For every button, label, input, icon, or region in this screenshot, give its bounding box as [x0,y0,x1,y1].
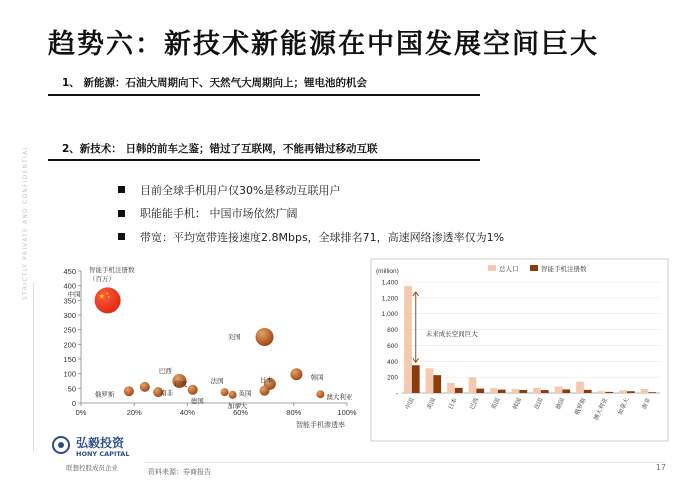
footer-divider [145,462,665,463]
x-tick-label: 20% [126,408,142,417]
logo-subtitle: 联想控股成员企业 [66,464,118,472]
x-tick-label: 英国 [490,396,502,411]
bar-total-population [512,389,520,393]
x-tick-label: 南非 [640,396,653,411]
point-label: 日本 [259,375,273,384]
bar-total-population [490,388,498,393]
logo-en: HONY CAPITAL [76,450,130,458]
square-bullet-icon [118,210,125,217]
data-point [256,328,274,346]
side-divider [33,282,34,452]
x-tick-label: 韩国 [511,396,524,411]
y-tick-label: 1,400 [381,279,398,287]
bar-total-population [426,368,434,393]
company-logo [52,434,162,474]
y-tick-label: 1,200 [381,295,398,303]
logo-cn: 弘毅投资 [76,436,125,450]
y-tick-label: - [395,390,398,398]
bar-total-population [641,389,649,393]
data-point [140,382,150,392]
chart-annotation: 未来成长空间巨大 [425,329,478,338]
point-label: 巴西 [158,366,172,375]
x-tick-label: 100% [337,408,357,417]
bar-smartphone-registered [627,391,635,393]
point-label: 德国 [190,396,204,405]
slide-title: 趋势六：新技术新能源在中国发展空间巨大 [48,29,599,60]
x-tick-label: 加拿大 [616,396,631,417]
point-label: 澳大利亚 [326,393,353,402]
x-tick-label: 法国 [533,396,545,411]
y-tick-label: 100 [63,369,76,379]
bar-total-population [469,378,477,393]
y-tick-label: 150 [63,355,76,364]
y-tick-label: 250 [63,325,76,335]
x-tick-label: 中国 [404,396,416,411]
section-divider [48,94,480,96]
legend-label: 总人口 [499,265,519,273]
flag-star-icon: ★ [107,294,111,299]
bar-total-population [404,286,412,393]
point-label: 英国 [238,389,252,398]
bar-smartphone-registered [605,392,613,393]
legend-swatch [488,265,496,271]
x-tick-label: 60% [233,408,249,417]
data-point [221,388,229,396]
bar-smartphone-registered [433,375,441,393]
source-note: 资料来源：券商报告 [148,468,211,476]
y-tick-label: 200 [63,340,76,350]
bar-smartphone-registered [584,390,592,393]
x-tick-label: 40% [179,408,195,417]
bullet-text: 职能能手机： 中国市场依然广阔 [140,207,298,221]
bar-smartphone-registered [541,390,549,393]
section-new-technology: 2、新技术： 日韩的前车之鉴；错过了互联网，不能再错过移动互联 [62,143,378,155]
flag-star-icon: ★ [105,291,109,296]
point-label: 韩国 [310,373,324,382]
bar-smartphone-registered [476,389,484,393]
bullet-list [118,178,504,249]
bullet-text: 带宽：平均宽带连接速度2.8Mbps，全球排名71，高速网络渗透率仅为1% [140,230,505,244]
point-label: 法国 [210,377,224,386]
data-point [260,386,270,396]
data-point [316,390,324,398]
y-tick-label: 300 [63,311,76,320]
legend-swatch [530,265,538,271]
data-point [124,386,134,396]
y-tick-label: 400 [63,281,76,291]
x-tick-label: 日本 [447,396,459,411]
x-tick-label: 80% [286,408,302,417]
x-tick-label: 澳大利亚 [592,396,610,422]
x-axis-label: 智能手机渗透率 [296,421,345,429]
x-tick-label: 0% [75,408,87,417]
bar-smartphone-registered [519,390,527,393]
square-bullet-icon [118,233,125,240]
bullet-item [118,202,504,226]
point-label: 南非 [160,389,174,398]
point-label: 中国 [67,290,81,299]
x-tick-label: 俄罗斯 [573,396,588,417]
smartphone-bubble-chart [55,258,365,428]
section-new-energy: 1、 新能源：石油大周期向下、天然气大周期向上；锂电池的机会 [62,77,367,89]
section-divider [48,159,480,161]
point-label: 印度 [174,380,188,388]
x-tick-label: 德国 [554,396,567,411]
y-tick-label: 200 [387,374,398,382]
bullet-text: 目前全球手机用户仅30%是移动互联用户 [140,183,341,197]
data-point [229,391,237,399]
legend-label: 智能手机注册数 [541,265,587,273]
bar-smartphone-registered [412,365,420,393]
bullet-item [118,178,504,202]
confidential-label: STRICTLY PRIVATE AND CONFIDENTIAL [22,145,29,300]
x-tick-label: 美国 [425,396,438,411]
bar-total-population [447,383,455,393]
logo-icon [52,436,70,454]
chart-title: 智能手机注册数 [89,266,135,274]
y-tick-label: 350 [63,296,76,306]
bar-total-population [598,391,606,393]
bar-smartphone-registered [648,392,656,393]
population-bar-chart [370,258,670,443]
y-tick-label: 400 [387,358,398,366]
bar-smartphone-registered [455,388,463,393]
flag-star-icon: ★ [98,292,105,301]
page-number: 17 [655,463,666,472]
bar-smartphone-registered [498,390,506,393]
y-tick-label: 1,000 [381,311,398,319]
x-tick-label: 巴西 [468,396,481,411]
bar-total-population [533,388,541,393]
data-point [290,368,302,380]
bar-total-population [555,386,563,393]
point-label: 俄罗斯 [94,390,115,399]
bar-total-population [576,382,584,393]
y-tick-label: 600 [387,342,398,350]
point-label: 美国 [227,333,241,341]
y-axis-label: (million) [376,268,399,275]
data-point [188,385,198,395]
chart-title: （百万） [89,275,115,283]
point-label: 加拿大 [227,401,248,410]
y-tick-label: 50 [67,384,76,394]
bullet-item [118,225,504,249]
square-bullet-icon [118,186,125,193]
bar-total-population [619,390,627,393]
y-tick-label: 800 [387,327,398,335]
y-tick-label: 450 [63,267,76,276]
y-tick-label: 0 [71,399,76,408]
bar-smartphone-registered [562,389,570,393]
